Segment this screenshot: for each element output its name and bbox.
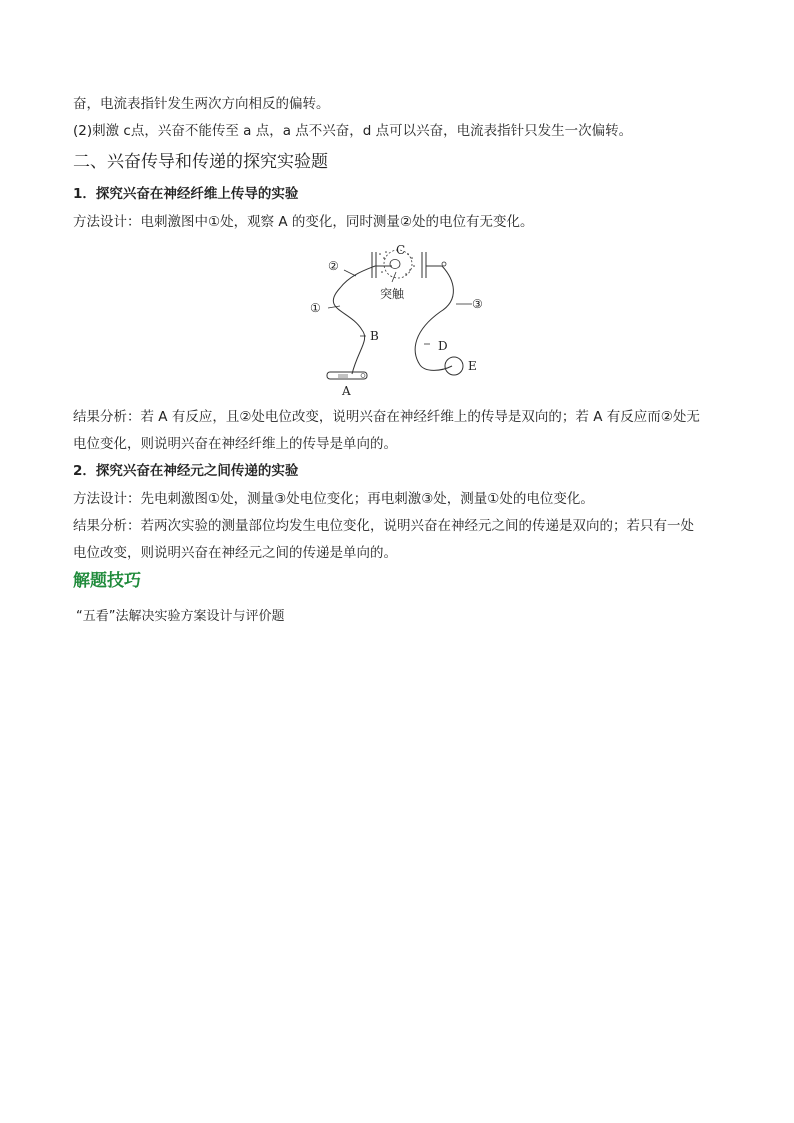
label-A: A [342, 384, 351, 398]
result-text: 结果分析：若 A 有反应，且②处电位改变，说明兴奋在神经纤维上的传导是双向的；若 A 有反应而②处无 [73, 409, 700, 425]
label-B: B [370, 329, 379, 343]
method-text: 方法设计：先电刺激图①处，测量③处电位变化；再电刺激③处，测量①处的电位变化。 [73, 491, 594, 507]
label-3: ③ [472, 297, 483, 311]
nerve-diagram [300, 240, 500, 400]
result-text: 电位变化，则说明兴奋在神经纤维上的传导是单向的。 [73, 436, 397, 452]
section-heading: 二、兴奋传导和传递的探究实验题 [73, 152, 328, 172]
arrow-1 [328, 306, 340, 308]
method-text: 方法设计：电刺激图中①处，观察 A 的变化，同时测量②处的电位有无变化。 [73, 214, 534, 230]
result-text: 结果分析：若两次实验的测量部位均发生电位变化，说明兴奋在神经元之间的传递是双向的；若只有一处 [73, 518, 694, 534]
neuron-1-fiber [333, 266, 375, 374]
result-text: 电位改变，则说明兴奋在神经元之间的传递是单向的。 [73, 545, 397, 561]
paragraph-line: 奋，电流表指针发生两次方向相反的偏转。 [73, 96, 330, 112]
label-D: D [438, 339, 448, 353]
label-C: C [396, 243, 406, 257]
subsection-title: 2．探究兴奋在神经元之间传递的实验 [73, 463, 299, 479]
label-1: ① [310, 301, 321, 315]
effector-E [445, 357, 463, 375]
label-synapse: 突触 [380, 287, 405, 301]
label-2: ② [328, 259, 339, 273]
subsection-title: 1．探究兴奋在神经纤维上传导的实验 [73, 186, 299, 202]
paragraph-line: (2)刺激 c点，兴奋不能传至 a 点，a 点不兴奋，d 点可以兴奋，电流表指针只发生一次偏转。 [73, 123, 633, 139]
tips-text: “五看”法解决实验方案设计与评价题 [76, 609, 285, 624]
electrode-marker [442, 262, 446, 266]
synaptic-knob [390, 260, 400, 269]
synapse-pointer [392, 272, 396, 282]
label-E: E [468, 359, 477, 373]
arrow-2 [344, 270, 356, 276]
tips-heading: 解题技巧 [73, 571, 141, 591]
